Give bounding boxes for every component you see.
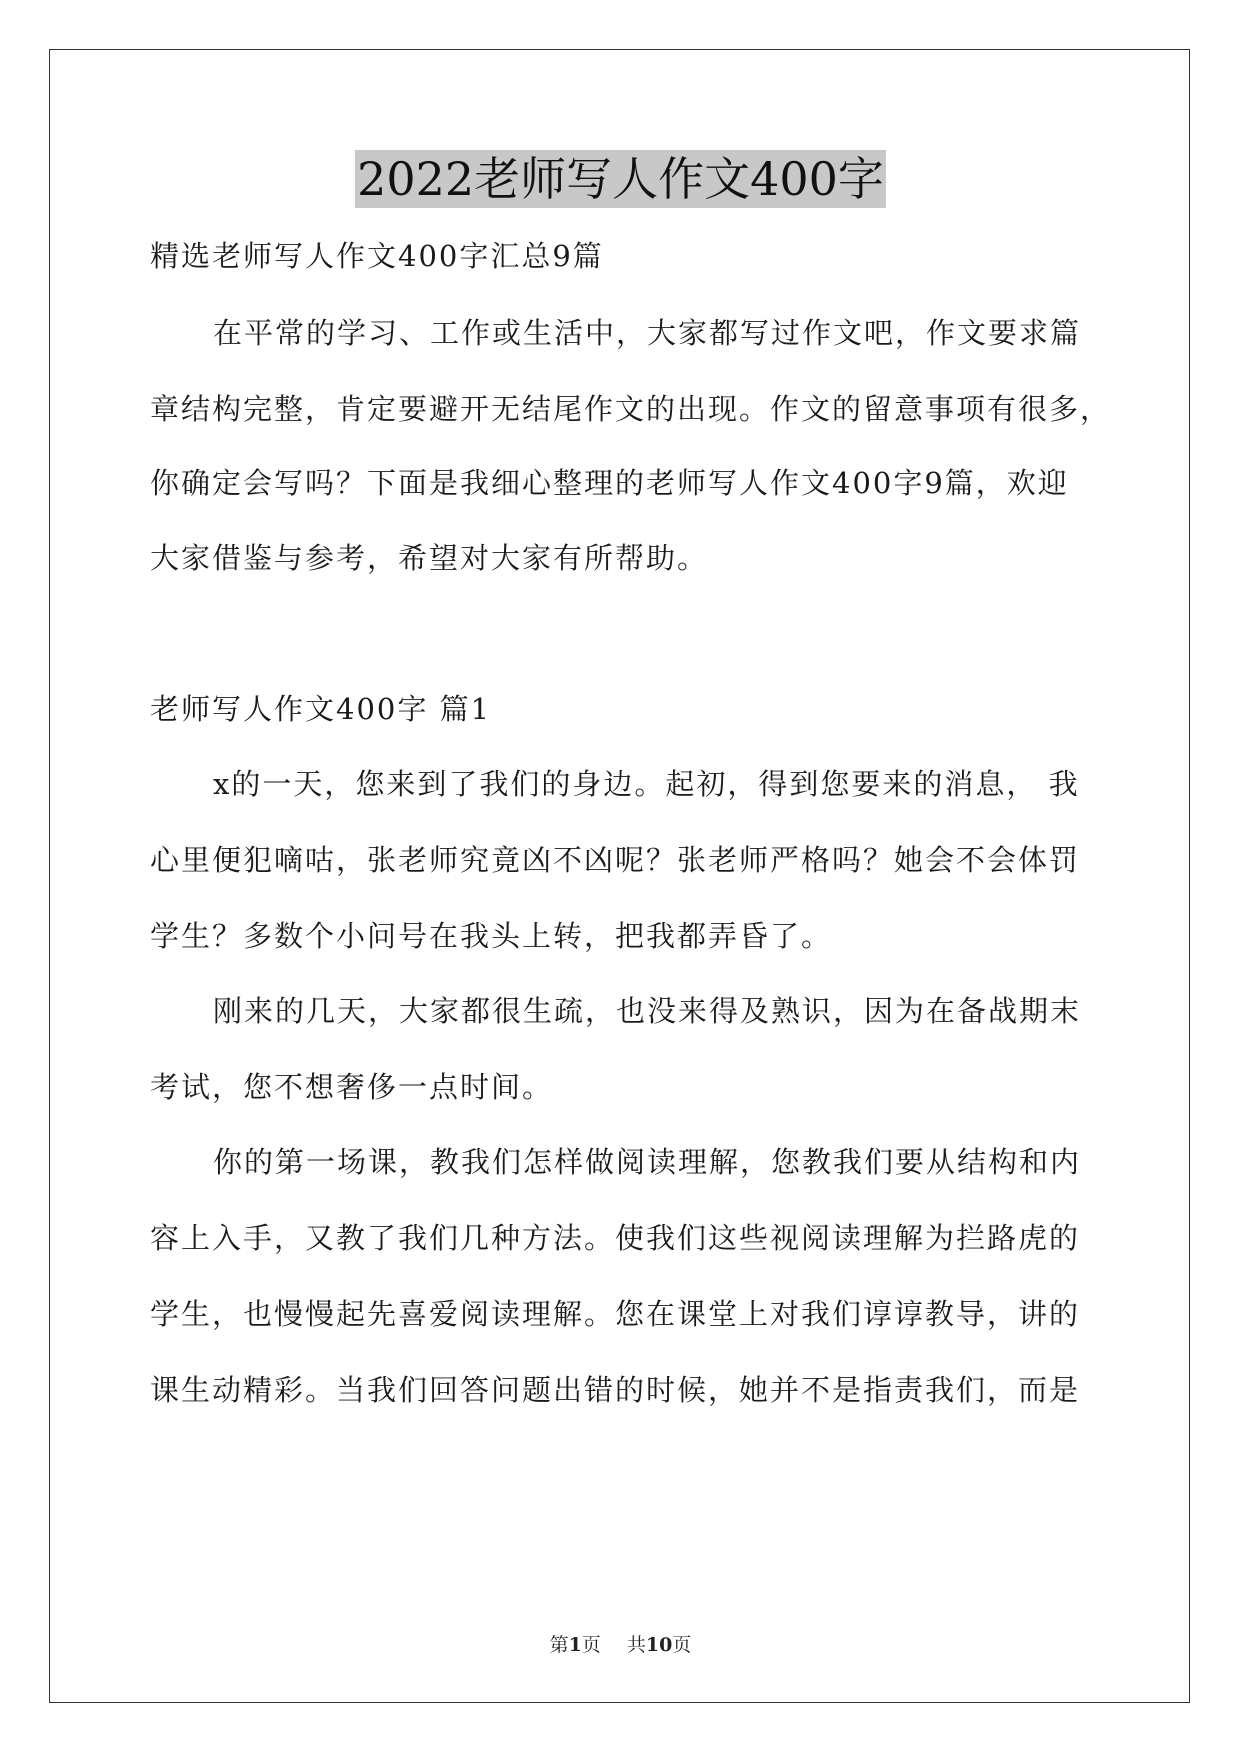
paragraph3-line: 课生动精彩。当我们回答问题出错的时候，她并不是指责我们，而是 [150, 1373, 1081, 1407]
paragraph1-line: x的一天，您来到了我们的身边。起初，得到您要来的消息， 我 [213, 767, 1080, 801]
paragraph1-line: 学生？多数个小问号在我头上转，把我都弄昏了。 [150, 919, 833, 953]
intro-line: 章结构完整，肯定要避开无结尾作文的出现。作文的留意事项有很多， [150, 392, 1112, 426]
paragraph3-line: 容上入手，又教了我们几种方法。使我们这些视阅读理解为拦路虎的 [150, 1221, 1081, 1255]
paragraph3-line: 你的第一场课，教我们怎样做阅读理解，您教我们要从结构和内 [213, 1145, 1082, 1179]
page-total: 10 [645, 1634, 673, 1656]
paragraph1-line: 心里便犯嘀咕，张老师究竟凶不凶呢？张老师严格吗？她会不会体罚 [150, 843, 1081, 877]
document-title: 2022老师写人作文400字 [357, 152, 884, 206]
document-subtitle: 精选老师写人作文400字汇总9篇 [150, 239, 604, 273]
section-heading: 老师写人作文400字 篇1 [150, 692, 492, 726]
page-number-prefix: 第 [549, 1634, 569, 1656]
intro-line: 你确定会写吗？下面是我细心整理的老师写人作文400字9篇，欢迎 [150, 466, 1069, 500]
page-footer [0, 1630, 1241, 1657]
page-total-prefix: 共 [626, 1634, 646, 1656]
page-number-current: 1 [568, 1634, 582, 1656]
paragraph2-line: 刚来的几天，大家都很生疏，也没来得及熟识，因为在备战期末 [213, 994, 1082, 1028]
page-number-suffix: 页 [581, 1634, 601, 1656]
intro-line: 在平常的学习、工作或生活中，大家都写过作文吧，作文要求篇 [213, 316, 1082, 350]
title-container [0, 150, 1241, 208]
page-total-suffix: 页 [672, 1634, 692, 1656]
paragraph3-line: 学生，也慢慢起先喜爱阅读理解。您在课堂上对我们谆谆教导，讲的 [150, 1297, 1081, 1331]
paragraph2-line: 考试，您不想奢侈一点时间。 [150, 1070, 554, 1104]
intro-line: 大家借鉴与参考，希望对大家有所帮助。 [150, 541, 709, 575]
